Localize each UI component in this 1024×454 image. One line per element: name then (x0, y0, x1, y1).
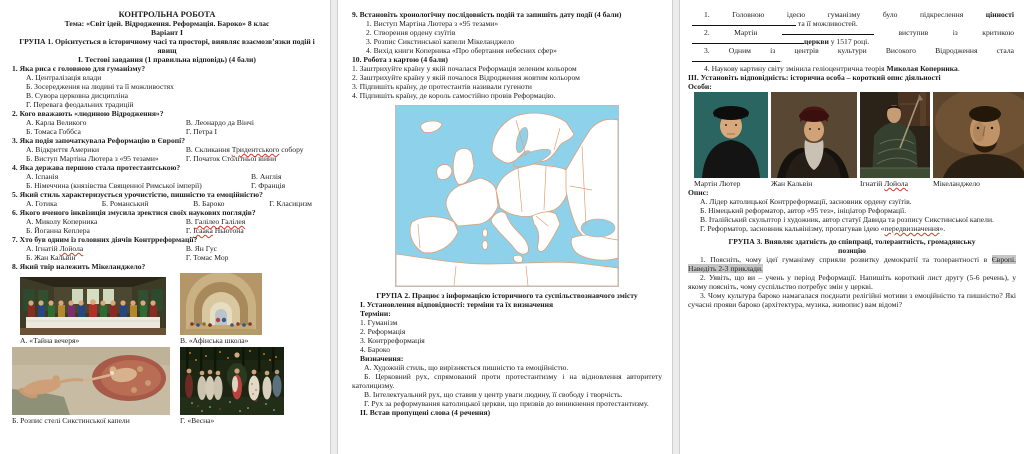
q3-option-g: Г. Початок Столітньої війни (185, 154, 277, 163)
painting-primavera (180, 347, 284, 415)
q10-item-3: 3. Підпишіть країну, де протестантів називали гугеноти (352, 82, 532, 91)
q6-option-v: В. Галілео Галілея (185, 217, 246, 226)
painting-last-supper (20, 277, 166, 335)
q2-title: 2. Кого вважають «людиною Відродження»? (12, 109, 164, 118)
q6-options-row2 (12, 226, 322, 235)
term-1: 1. Гуманізм (360, 318, 398, 327)
figure-school-of-athens (180, 273, 262, 345)
term-3: 3. Контрреформація (360, 336, 425, 345)
definition-a: А. Художній стиль, що вирізняється пишністю та емоційністю. (364, 363, 569, 372)
q1-option-g: Г. Перевага феодальних традицій (26, 100, 134, 109)
q1-option-a: А. Централізація влади (26, 73, 102, 82)
group2-section1-title: I. Установлення відповідності: терміни та їх визначення (360, 300, 554, 309)
description-g: Г. Реформатор, засновник кальвінізму, пропагував ідею «передвизначення». (700, 224, 946, 233)
answer-blank[interactable] (692, 19, 796, 26)
page-separator (330, 0, 338, 454)
q3-options-row2 (12, 154, 322, 163)
definitions-label: Визначення: (360, 354, 404, 363)
portrait-jean-calvin (771, 92, 857, 178)
caption-michelangelo: Мікеланджело (933, 179, 980, 188)
doc-title: КОНТРОЛЬНА РОБОТА (118, 10, 216, 19)
spellcheck-word: Ісаака (193, 226, 213, 235)
caption-last-supper: А. «Тайна вечеря» (20, 336, 80, 345)
terms-label: Терміни: (360, 309, 391, 318)
persons-label: Особи: (688, 82, 712, 91)
q7-options-row2 (12, 253, 322, 262)
q4-option-g: Г. Франція (250, 181, 286, 190)
q5-option-b: Б. Романський (101, 199, 149, 208)
caption-school-of-athens: В. «Афінська школа» (180, 336, 249, 345)
q7-option-a: А. Ігнатій Лойола (26, 244, 84, 253)
q8-images-row1 (12, 273, 322, 345)
spellcheck-word: Тридентського (231, 145, 280, 154)
doc-theme: Тема: «Світ ідей. Відродження. Реформація. Бароко» 8 клас (64, 19, 270, 28)
figure-primavera (180, 347, 284, 425)
group3-task-1: 1. Поясніть, чому ідеї гуманізму сприяли розвитку демократії та толерантності в Європі. Наведіть 2-3 приклади. (688, 255, 1016, 273)
q9-item-1: 1. Виступ Мартіна Лютера з «95 тезами» (366, 19, 499, 28)
q7-title: 7. Хто був одним із головних діячів Контрреформації? (12, 235, 198, 244)
q3-option-b: Б. Виступ Мартіна Лютера з «95 тезами» (26, 154, 159, 163)
figure-sistine-ceiling (12, 347, 170, 425)
group3-title-line2: позицію (838, 246, 866, 255)
painting-school-of-athens (180, 273, 262, 335)
q4-option-v: В. Англія (250, 172, 282, 181)
figure-jean-calvin (771, 92, 857, 188)
q1-title: 1. Яка риса є головною для гуманізму? (12, 64, 146, 73)
highlighted-text: Європі. Наведіть 2-3 приклади. (688, 255, 1016, 273)
spellcheck-word: Галілео Галілея (194, 217, 246, 226)
doc-variant: Варіант I (151, 28, 183, 37)
section3-title: III. Установіть відповідність: історична особа – короткий опис діяльності (688, 73, 941, 82)
description-v: В. Італійський скульптор і художник, автор статуї Давида та розпису Сикстинської капели. (700, 215, 994, 224)
q7-option-b: Б. Жан Кальвін (26, 253, 76, 262)
q10-item-1: 1. Заштрихуйте країну у якій почалася Реформація зеленим кольором (352, 64, 577, 73)
fill-item-4: 4. Наукову картину світу змінила геліоцентрична теорія Миколая Коперника. (704, 64, 960, 73)
group2-section2-title: II. Встав пропущені слова (4 речення) (360, 408, 491, 417)
description-label: Опис: (688, 188, 709, 197)
group1-title: ГРУПА 1. Орієнтується в історичному часі та просторі, виявляє взаємозв’язки подій і явищ (19, 37, 315, 55)
figure-last-supper (20, 277, 166, 345)
portrait-martin-luther (694, 92, 768, 178)
q2-option-a: А. Карла Великого (26, 118, 87, 127)
q5-option-g: Г. Класицизм (269, 199, 312, 208)
q4-option-a: А. Іспанія (26, 172, 59, 181)
q4-option-b: Б. Німеччина (князівства Священної Римської імперії) (26, 181, 202, 190)
term-2: 2. Реформація (360, 327, 406, 336)
q3-title: 3. Яка подія започаткувала Реформацію в Європі? (12, 136, 186, 145)
caption-ignatius-loyola: Ігнатій Лойола (860, 179, 908, 188)
caption-sistine-ceiling: Б. Розпис стелі Сикстинської капели (12, 416, 130, 425)
section1-title: I. Тестові завдання (1 правильна відповідь) (4 бали) (78, 55, 256, 64)
q6-option-g: Г. Ісаака Ньютона (185, 226, 244, 235)
caption-martin-luther: Мартін Лютер (694, 179, 741, 188)
answer-blank[interactable] (692, 55, 780, 62)
q4-options-row1 (12, 172, 322, 181)
group3-title-line1: ГРУПА 3. Виявляє здатність до співпраці, толерантність, громадянську (728, 237, 976, 246)
caption-jean-calvin: Жан Кальвін (771, 179, 813, 188)
q7-options-row1 (12, 244, 322, 253)
q5-option-v: В. Бароко (193, 199, 225, 208)
figure-ignatius-loyola (860, 92, 930, 188)
q9-item-3: 3. Розпис Сикстинської капели Мікеланджело (366, 37, 515, 46)
fill-item-3: 3. Одним із центрів культури Високого Відродження стала . (688, 46, 1016, 64)
q9-item-2: 2. Створення ордену єзуїтів (366, 28, 456, 37)
q9-title: 9. Встановіть хронологічну послідовність подій та запишіть дату події (4 бали) (352, 10, 622, 19)
q10-item-2: 2. Заштрихуйте країну у якій почалося Відродження жовтим кольором (352, 73, 580, 82)
page-3 (680, 0, 1024, 454)
q6-title: 6. Якого вченого інквізиція змусила зректися своїх наукових поглядів? (12, 208, 256, 217)
q3-option-v: В. Скликання Тридентського собору (185, 145, 304, 154)
q3-options-row1 (12, 145, 322, 154)
q5-options-row (12, 199, 322, 208)
term-4: 4. Бароко (360, 345, 391, 354)
q2-option-v: В. Леонардо да Вінчі (185, 118, 254, 127)
q1-option-b: Б. Зосередження на людині та її можливостях (26, 82, 174, 91)
q4-options-row2 (12, 181, 322, 190)
q2-option-g: Г. Петра I (185, 127, 218, 136)
caption-primavera: Г. «Весна» (180, 416, 215, 425)
q2-options-row2 (12, 127, 322, 136)
q1-option-v: В. Сувора церковна дисципліна (26, 91, 129, 100)
q5-option-a: А. Готика (26, 199, 58, 208)
spellcheck-word: передвизначення (884, 224, 940, 233)
q8-images-row2 (12, 347, 322, 425)
q8-title: 8. Який твір належить Мікеланджело? (12, 262, 146, 271)
q2-options-row1 (12, 118, 322, 127)
q5-title: 5. Який стиль характеризується урочистістю, пишністю та емоційністю? (12, 190, 263, 199)
description-a: А. Лідер католицької Контрреформації, засновник ордену єзуїтів. (700, 197, 912, 206)
q7-option-v: В. Ян Гус (185, 244, 217, 253)
q6-option-a: А. Миколу Коперника (26, 217, 98, 226)
group3-task-3: 3. Чому культура бароко намагалася поєднати релігійні мотиви з емоційністю та пишністю? Які сучасні прояви бароко (архітектура, музика, живопис) вам відомі? (688, 291, 1016, 309)
answer-blank[interactable] (782, 28, 874, 35)
definition-v: В. Інтелектуальний рух, що ставив у центр уваги людину, її свободу і творчість. (364, 390, 623, 399)
figure-martin-luther (694, 92, 768, 188)
q3-option-a: А. Відкриття Америки (26, 145, 100, 154)
fill-item-2: 2. Мартін виступив із критикою церкви у 1517 році. (688, 28, 1016, 46)
q6-option-b: Б. Йоганна Кеплера (26, 226, 90, 235)
page-separator (672, 0, 680, 454)
spellcheck-word: Лойола (884, 179, 908, 188)
definition-g: Г. Рух за реформування католицької церкви, що призвів до виникнення протестантизму. (364, 399, 649, 408)
fill-item-1: 1. Головною ідеєю гуманізму було підкреслення цінності та її можливостей. (688, 10, 1016, 28)
page-2 (338, 0, 672, 454)
portrait-michelangelo (933, 92, 1024, 178)
spellcheck-word: Лойола (59, 244, 84, 253)
portraits-row (694, 92, 1016, 188)
definition-b: Б. Церковний рух, спрямований проти протестантизму і на відновлення авторитету католицизму. (352, 372, 662, 390)
q9-item-4: 4. Вихід книги Коперника «Про обертання небесних сфер» (366, 46, 557, 55)
painting-sistine-ceiling (12, 347, 170, 415)
q10-item-4: 4. Підпишіть країну, де король самостійно провів Реформацію. (352, 91, 556, 100)
q6-options-row1 (12, 217, 322, 226)
q2-option-b: Б. Томаса Гоббса (26, 127, 81, 136)
europe-map (395, 105, 619, 287)
answer-blank[interactable] (692, 37, 804, 44)
description-b: Б. Німецький реформатор, автор «95 тез», ініціатор Реформації. (700, 206, 907, 215)
group2-title: ГРУПА 2. Працює з інформацією історичного та суспільствознавчого змісту (376, 291, 638, 300)
portrait-ignatius-loyola (860, 92, 930, 178)
group3-task-2: 2. Уявіть, що ви – учень у період Реформації. Напишіть короткий лист другу (5-6 речень), у якому поясніть, чому суспільство потребує змін у церкві. (688, 273, 1016, 291)
q10-title: 10. Робота з картою (4 бали) (352, 55, 448, 64)
figure-michelangelo (933, 92, 1024, 188)
q7-option-g: Г. Томас Мор (185, 253, 229, 262)
page-1 (0, 0, 330, 454)
q4-title: 4. Яка держава першою стала протестантською? (12, 163, 181, 172)
